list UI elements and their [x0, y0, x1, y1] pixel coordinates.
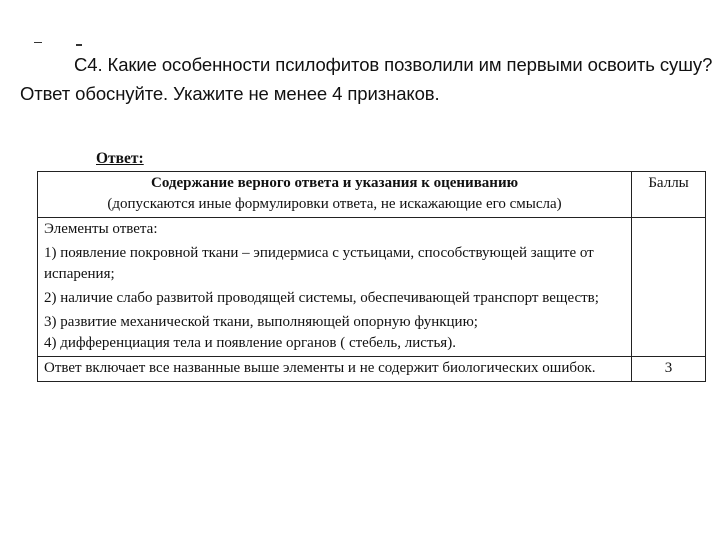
table-header-row — [38, 172, 706, 218]
elements-cell — [38, 218, 632, 357]
list-item: 2) наличие слабо развитой проводящей системы, обеспечивающей транспорт веществ; — [44, 290, 599, 306]
grading-table — [37, 171, 706, 382]
elements-title: Элементы ответа: — [44, 221, 158, 237]
answer-label: Ответ: — [96, 150, 144, 167]
list-item: 1) появление покровной ткани – эпидермиса с устьицами, способствующей защите от испарения; — [44, 245, 594, 282]
list-item: 4) дифференциация тела и появление органов ( стебель, листья). — [44, 335, 456, 351]
decorative-dash — [76, 44, 82, 46]
header-content-title: Содержание верного ответа и указания к оцениванию — [151, 175, 519, 191]
header-score-cell: Баллы — [632, 172, 706, 218]
table-row-elements — [38, 218, 706, 357]
criteria-text-cell: Ответ включает все названные выше элементы и не содержит биологических ошибок. — [38, 357, 632, 382]
header-content-subtitle: (допускаются иные формулировки ответа, не искажающие его смысла) — [107, 196, 562, 212]
list-item: 3) развитие механической ткани, выполняющей опорную функцию; — [44, 314, 478, 330]
header-content-cell — [38, 172, 632, 218]
question-line-1: С4. Какие особенности псилофитов позволили им первыми освоить сушу? — [74, 54, 713, 75]
table-row-criteria — [38, 357, 706, 382]
elements-score-cell — [632, 218, 706, 357]
question-line-2: Ответ обоснуйте. Укажите не менее 4 признаков. — [20, 83, 440, 104]
decorative-dash — [34, 42, 42, 43]
question-text — [20, 50, 713, 108]
criteria-score-cell: 3 — [632, 357, 706, 382]
